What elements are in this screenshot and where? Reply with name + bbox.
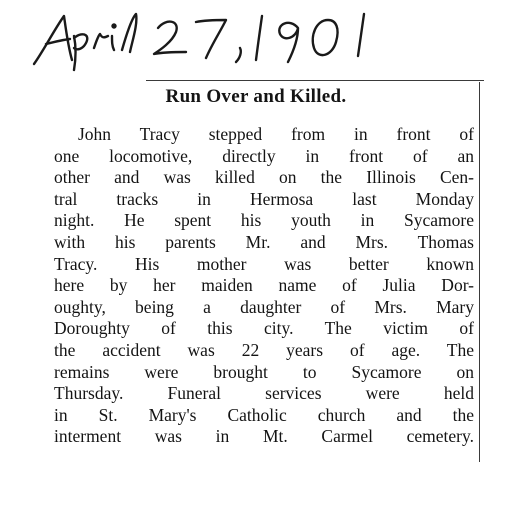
article-line: the accident was 22 years of age. The <box>54 339 474 360</box>
article-line: oughty, being a daughter of Mrs. Mary <box>54 296 474 317</box>
handwritten-date-signature <box>26 6 386 74</box>
headline: Run Over and Killed. <box>165 86 347 107</box>
article-line: remains were brought to Sycamore on <box>54 361 474 382</box>
article-line: Thursday. Funeral services were held <box>54 383 474 404</box>
article-body <box>54 124 474 448</box>
handwritten-date <box>26 6 386 74</box>
article-line: night. He spent his youth in Sycamore <box>54 210 474 231</box>
article-line: one locomotive, directly in front of an <box>54 145 474 166</box>
article-line: interment was in Mt. Carmel cemetery. <box>54 426 474 447</box>
column-rule <box>479 82 480 462</box>
article-line: here by her maiden name of Julia Dor- <box>54 275 474 296</box>
article-line: in St. Mary's Catholic church and the <box>54 404 474 425</box>
top-rule <box>146 80 484 81</box>
article-line: with his parents Mr. and Mrs. Thomas <box>54 231 474 252</box>
article-line: tral tracks in Hermosa last Monday <box>54 188 474 209</box>
article-line: John Tracy stepped from in front of <box>78 124 474 144</box>
article-line: other and was killed on the Illinois Cen- <box>54 167 474 188</box>
newspaper-clipping <box>36 72 486 472</box>
article-line: Doroughty of this city. The victim of <box>54 318 474 339</box>
article-line: Tracy. His mother was better known <box>54 253 474 274</box>
